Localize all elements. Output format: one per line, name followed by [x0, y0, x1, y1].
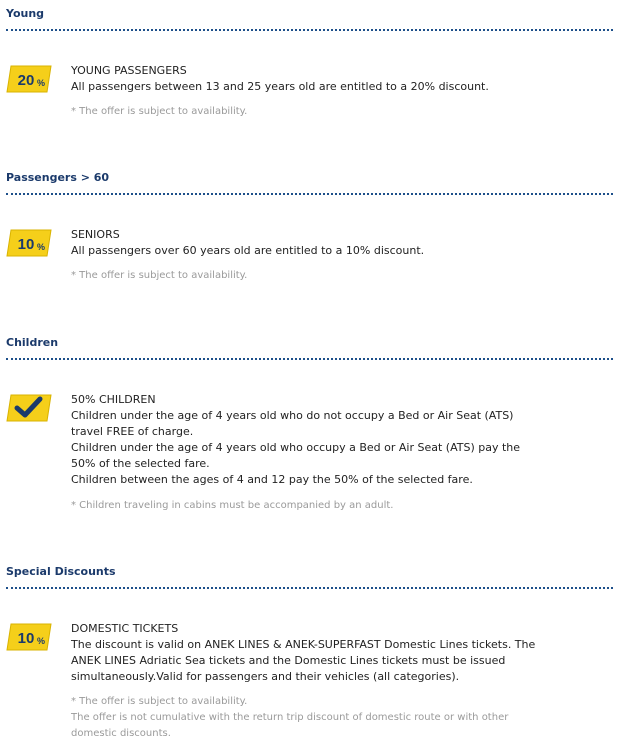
offer-line: simultaneously.Valid for passengers and their vehicles (all categories). [71, 670, 460, 683]
section-title: Children [6, 336, 59, 349]
offer-line: Children under the age of 4 years old who occupy a Bed or Air Seat (ATS) pay the [71, 441, 521, 454]
badge-percent: % [36, 242, 46, 252]
offer-content [71, 621, 611, 685]
dotted-divider [6, 29, 613, 31]
badge-value: 10 [17, 236, 35, 253]
offer-line: ANEK LINES Adriatic Sea tickets and the Domestic Lines tickets must be issued [71, 654, 506, 667]
offer-note [71, 694, 611, 742]
offer-line: The discount is valid on ANEK LINES & ANEK-SUPERFAST Domestic Lines tickets. The [71, 638, 536, 651]
offer-heading: DOMESTIC TICKETS [71, 622, 179, 635]
badge-value: 10 [17, 630, 35, 647]
dotted-divider [6, 193, 613, 195]
note-line: domestic discounts. [71, 728, 171, 739]
section-title: Passengers > 60 [6, 171, 110, 184]
badge-percent: % [36, 636, 46, 646]
offer-note [71, 498, 611, 514]
badge-value: 20 [17, 72, 35, 89]
section-title: Special Discounts [6, 565, 116, 578]
discount-badge-icon [6, 65, 52, 93]
offer-line: Children under the age of 4 years old who do not occupy a Bed or Air Seat (ATS) [71, 409, 514, 422]
offer-line: 50% of the selected fare. [71, 457, 210, 470]
note-line: * The offer is subject to availability. [71, 696, 248, 707]
note-line: * Children traveling in cabins must be accompanied by an adult. [71, 500, 394, 511]
offer-content [71, 227, 611, 259]
dotted-divider [6, 358, 613, 360]
offer-heading: YOUNG PASSENGERS [71, 64, 187, 77]
offer-line: All passengers between 13 and 25 years old are entitled to a 20% discount. [71, 80, 489, 93]
badge-percent: % [36, 78, 46, 88]
section-title: Young [6, 7, 45, 20]
offer-line: travel FREE of charge. [71, 425, 194, 438]
offer-content [71, 63, 611, 95]
discount-badge-icon [6, 229, 52, 257]
checkmark-badge-icon [6, 394, 52, 422]
offer-heading: SENIORS [71, 228, 120, 241]
offer-note [71, 268, 611, 284]
offer-heading: 50% CHILDREN [71, 393, 156, 406]
dotted-divider [6, 587, 613, 589]
offer-content [71, 392, 611, 488]
discount-badge-icon [6, 623, 52, 651]
offer-note [71, 104, 611, 120]
note-line: * The offer is subject to availability. [71, 270, 248, 281]
note-line: The offer is not cumulative with the return trip discount of domestic route or with other [71, 712, 509, 723]
offer-line: Children between the ages of 4 and 12 pay the 50% of the selected fare. [71, 473, 473, 486]
offer-line: All passengers over 60 years old are entitled to a 10% discount. [71, 244, 425, 257]
note-line: * The offer is subject to availability. [71, 106, 248, 117]
